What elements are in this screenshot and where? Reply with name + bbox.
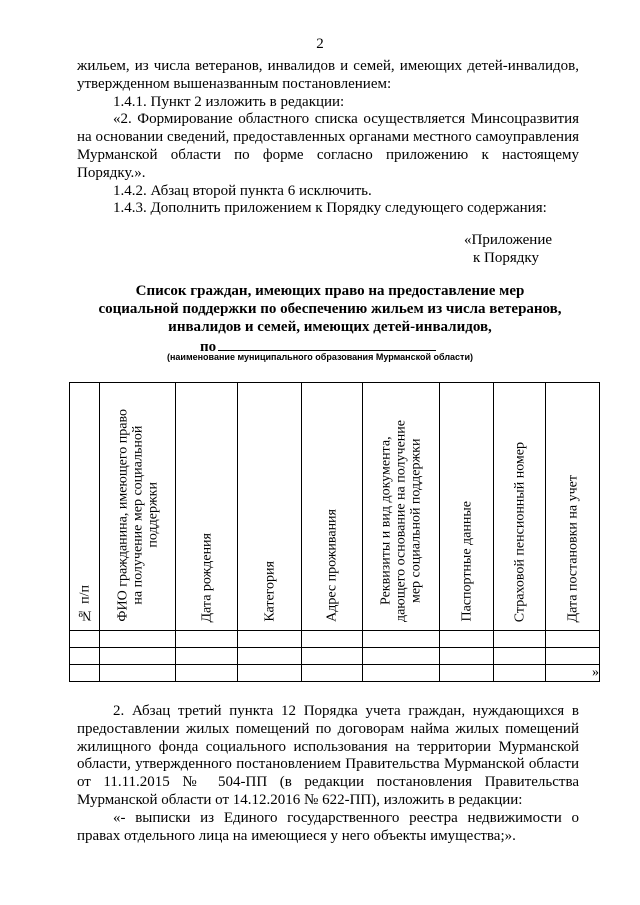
header-cell bbox=[494, 383, 546, 631]
page-number: 2 bbox=[316, 36, 324, 52]
heading-line: инвалидов и семей, имеющих детей-инвалидов, bbox=[168, 319, 492, 335]
po-label: по bbox=[200, 339, 217, 355]
header-cell bbox=[176, 383, 238, 631]
list-heading bbox=[60, 282, 600, 336]
table-header-row bbox=[70, 383, 600, 631]
text-line: правах отдельного лица на имеющиеся у него объекты имущества;». bbox=[77, 827, 516, 844]
header-text: Паспортные данные bbox=[459, 501, 474, 622]
header-text: Адрес проживания bbox=[324, 509, 340, 622]
header-text: Дата рождения bbox=[199, 532, 214, 622]
header-text: Страховой пенсионный номер bbox=[512, 441, 527, 622]
header-text: ФИО гражданина, имеющего право на получение мер социальной поддержки bbox=[115, 409, 160, 622]
heading-line: социальной поддержки по обеспечению жильем из числа ветеранов, bbox=[98, 301, 562, 317]
header-cell bbox=[302, 383, 363, 631]
text-line: предоставлении жилых помещений по договорам найма жилых помещений bbox=[77, 720, 579, 737]
heading-line: Список граждан, имеющих право на предоставление мер bbox=[135, 283, 525, 299]
header-text: Категория bbox=[262, 561, 277, 622]
header-cell bbox=[70, 383, 100, 631]
header-cell bbox=[440, 383, 494, 631]
top-text-block bbox=[77, 58, 579, 218]
item-1-4-2: 1.4.2. Абзац второй пункта 6 исключить. bbox=[113, 182, 372, 199]
text-line: от 11.11.2015 № 504-ПП (в редакции постановления Правительства bbox=[77, 774, 579, 791]
header-text: Дата постановки на учет bbox=[565, 474, 580, 622]
header-text: Реквизиты и вид документа, дающего основание на получение мер социальной поддержки bbox=[378, 419, 424, 622]
header-cell bbox=[363, 383, 440, 631]
quote-line: Мурманской области по форме согласно приложению к настоящему bbox=[77, 146, 579, 163]
header-cell bbox=[546, 383, 600, 631]
header-cell bbox=[238, 383, 302, 631]
quote-line: на основании сведений, предоставленных органами местного самоуправления bbox=[77, 129, 579, 146]
appendix-line: к Порядку bbox=[473, 250, 539, 266]
table-row bbox=[70, 631, 600, 648]
bottom-text-block bbox=[77, 703, 579, 845]
municipality-caption: (наименование муниципального образования Мурманской области) bbox=[166, 352, 473, 362]
appendix-label bbox=[464, 231, 552, 267]
municipality-underline bbox=[218, 336, 436, 351]
text-line: области, утвержденного постановлением Правительства Мурманской области bbox=[77, 756, 579, 773]
quote-line: Порядку.». bbox=[77, 164, 146, 181]
table-row bbox=[70, 665, 600, 682]
closing-quote-mark: » bbox=[546, 665, 600, 682]
header-text: № п/п bbox=[77, 584, 92, 622]
quote-line: «2. Формирование областного списка осуществляется Минсоцразвития bbox=[113, 111, 579, 128]
item-1-4-3: 1.4.3. Дополнить приложением к Порядку следующего содержания: bbox=[113, 200, 547, 217]
citizens-list-table bbox=[69, 382, 600, 682]
header-cell bbox=[100, 383, 176, 631]
table-row bbox=[70, 648, 600, 665]
item-1-4-1: 1.4.1. Пункт 2 изложить в редакции: bbox=[113, 93, 345, 110]
text-line: 2. Абзац третий пункта 12 Порядка учета граждан, нуждающихся в bbox=[113, 703, 579, 719]
text-line: Мурманской области от 14.12.2016 № 622-ПП), изложить в редакции: bbox=[77, 791, 523, 808]
text-line: жильем, из числа ветеранов, инвалидов и семей, имеющих детей-инвалидов, bbox=[77, 58, 579, 74]
appendix-line: «Приложение bbox=[464, 232, 553, 248]
text-line: «- выписки из Единого государственного реестра недвижимости о bbox=[113, 809, 579, 826]
text-line: утвержденном вышеназванным постановлением: bbox=[77, 75, 392, 92]
text-line: жилищного фонда социального использования на территории Мурманской bbox=[77, 738, 579, 755]
